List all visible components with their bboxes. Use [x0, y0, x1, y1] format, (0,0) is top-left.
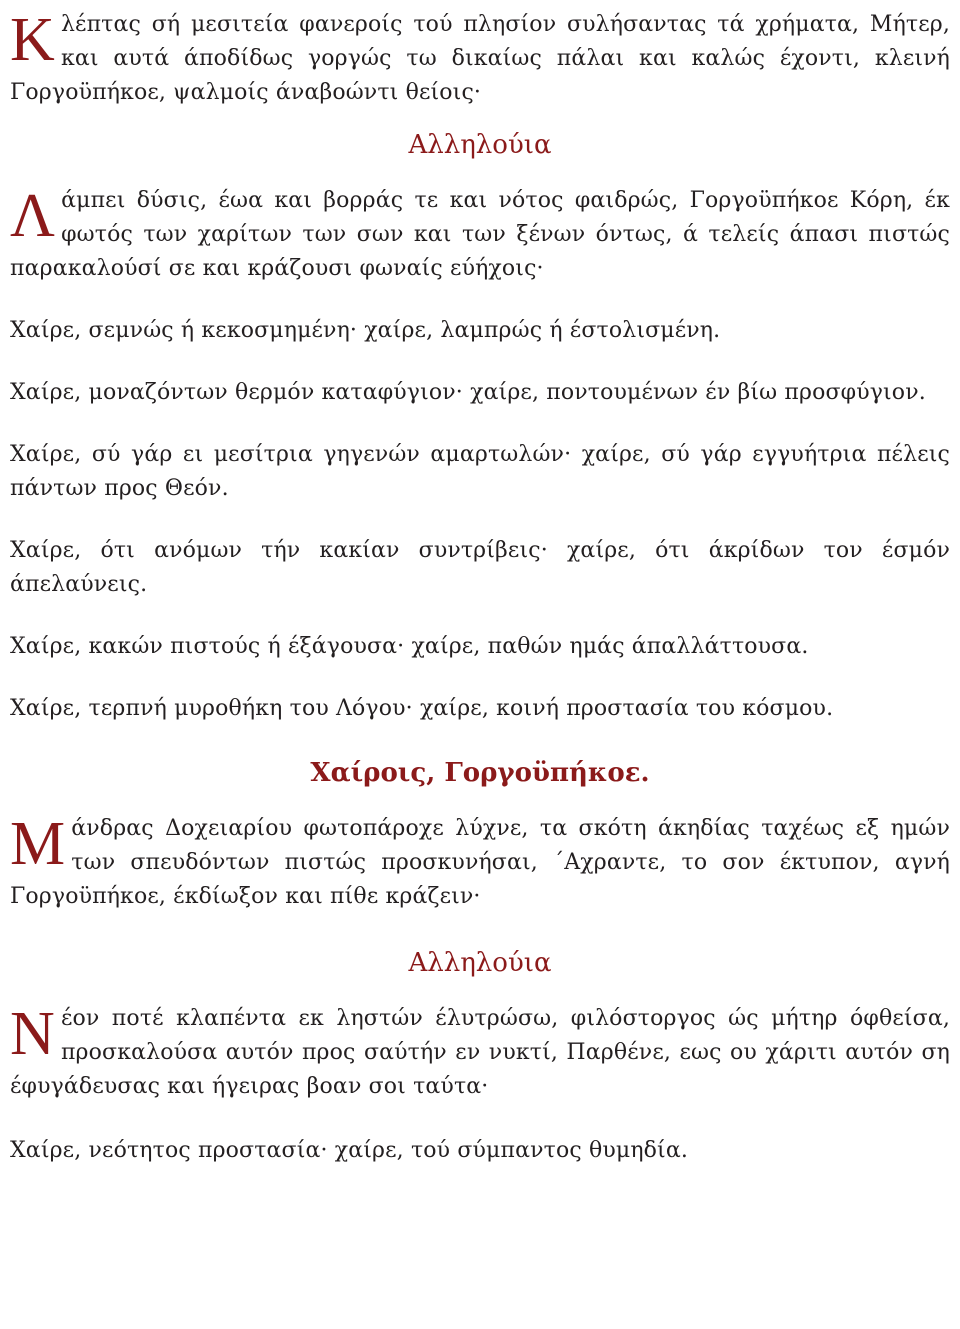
stanza-lambda [10, 184, 950, 286]
stanza-mu [10, 812, 950, 914]
drop-cap-kappa: Κ [10, 6, 55, 74]
stanza-lambda-text: άμπει δύσις, έωα και βορράς τε και νότος φαιδρώς, Γοργοϋπήκοε Κόρη, έκ φωτός των χαρίτων των σων και των ξένων όντως, ά τελείς άπασι πιστώς παρακαλούσί σε και κράζουσι φωναίς εύήχοις· [10, 188, 950, 281]
stanza-nu-text: έον ποτέ κλαπέντα εκ ληστών έλυτρώσω, φιλόστοργος ώς μήτηρ όφθείσα, προσκαλούσα αυτόν προς σαύτήν εν νυκτί, Παρθένε, εως ου χάριτι αυτόν ση έφυγάδευσας και ήγειρας βοαν σοι ταύτα· [10, 1006, 950, 1099]
drop-cap-lambda: Λ [10, 182, 56, 250]
salutation-3: Χαίρε, σύ γάρ ει μεσίτρια γηγενών αμαρτωλών· χαίρε, σύ γάρ εγγυήτρια πέλεις πάντων προς Θεόν. [10, 442, 950, 501]
stanza-kappa [10, 8, 950, 110]
final-salutation: Χαίρε, νεότητος προστασία· χαίρε, τού σύμπαντος θυμηδία. [10, 1138, 688, 1163]
refrain-alleluia-1: Αλληλούια [408, 130, 552, 160]
salutation-1: Χαίρε, σεμνώς ή κεκοσμημένη· χαίρε, λαμπρώς ή έστολισμένη. [10, 318, 721, 343]
salutation-2: Χαίρε, μοναζόντων θερμόν καταφύγιον· χαίρε, ποντουμένων έν βίω προσφύγιον. [10, 380, 926, 405]
refrain-chairois: Χαίροις, Γοργοϋπήκοε. [310, 758, 650, 788]
refrain-alleluia-2: Αλληλούια [408, 948, 552, 978]
stanza-nu [10, 1002, 950, 1104]
drop-cap-mu: Μ [10, 810, 66, 878]
salutation-4: Χαίρε, ότι ανόμων τήν κακίαν συντρίβεις· χαίρε, ότι άκρίδων τον έσμόν άπελαύνεις. [10, 538, 950, 597]
stanza-kappa-text: λέπτας σή μεσιτεία φανεροίς τού πλησίον συλήσαντας τά χρήματα, Μήτερ, και αυτά άποδίδως γοργώς τω δικαίως πάλαι και καλώς έχοντι, κλεινή Γοργοϋπήκοε, ψαλμοίς άναβοώντι θείοις· [10, 12, 950, 105]
salutation-6: Χαίρε, τερπνή μυροθήκη του Λόγου· χαίρε, κοινή προστασία του κόσμου. [10, 696, 834, 721]
stanza-mu-text: άνδρας Δοχειαρίου φωτοπάροχε λύχνε, τα σκότη άκηδίας ταχέως εξ ημών των σπευδόντων πιστώς προσκυνήσαι, ΄Αχραντε, το σον έκτυπον, αγνή Γοργοϋπήκοε, έκδίωξον και πίθε κράζειν· [10, 816, 950, 909]
drop-cap-nu: Ν [10, 1000, 55, 1068]
salutation-5: Χαίρε, κακών πιστούς ή έξάγουσα· χαίρε, παθών ημάς άπαλλάττουσα. [10, 634, 809, 659]
